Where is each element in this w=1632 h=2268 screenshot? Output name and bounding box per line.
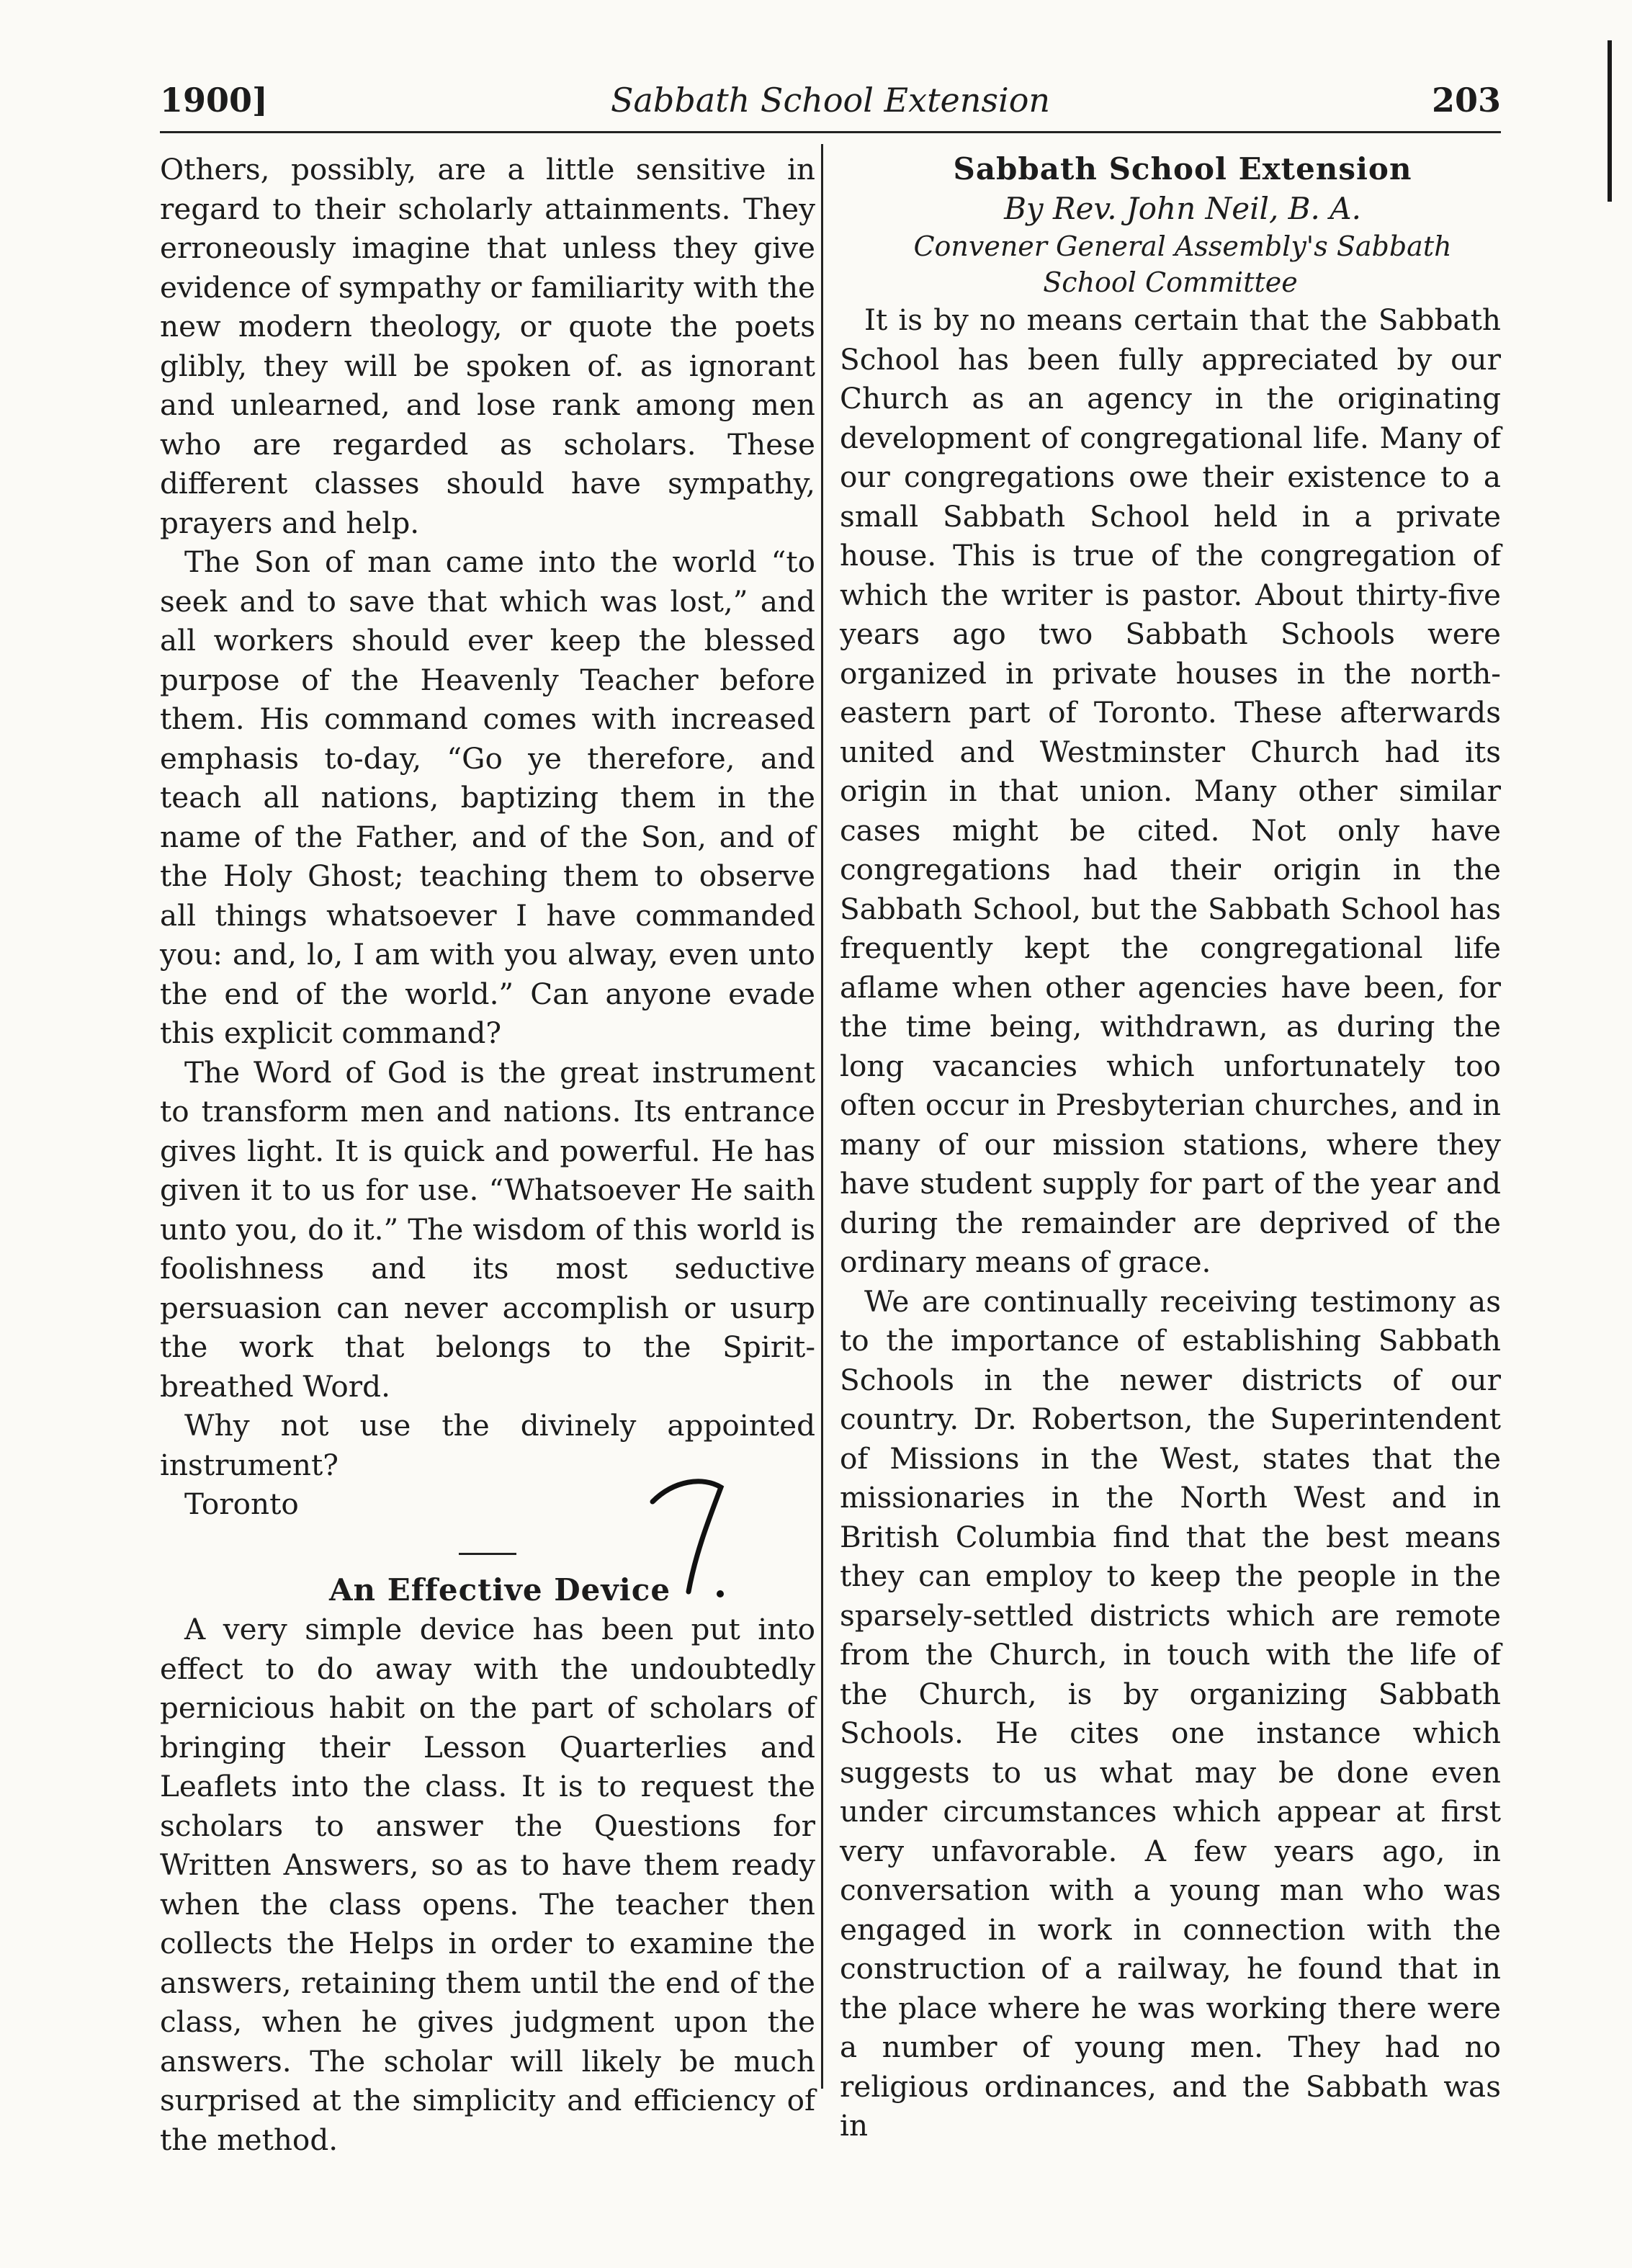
place-signature: Toronto <box>184 1487 299 1521</box>
running-title: Sabbath School Extension <box>610 81 1051 120</box>
edge-mark <box>1608 40 1612 202</box>
byline: By Rev. John Neil, B. A. <box>1004 190 1361 226</box>
section-title: An Effective Device <box>328 1572 671 1608</box>
column-divider <box>821 144 823 2089</box>
left-column <box>160 150 815 2159</box>
paragraph: We are continually receiving testimony as to the importance of establishing Sabbath Schools in the newer districts of our country. Dr. Robertson, the Superintendent of Missions in the West, states that the missionaries in the North West and in British Columbia find that the best means they can employ to keep the people in the sparsely-settled districts which are remote from the Church, in touch with the life of the Church, is by organizing Sabbath Schools. He cites one instance which suggests to us what may be done even under circumstances which appear at first very unfavorable. A few years ago, in conversation with a young man who was engaged in work in connection with the construction of a railway, he found that in the place where he was working there were a number of young men. They had no religious ordinances, and the Sabbath was in <box>840 1283 1501 2143</box>
paragraph: It is by no means certain that the Sabbath School has been fully appreciated by our Church as an agency in the originating development of congregational life. Many of our congregations owe their existence to a small Sabbath School held in a private house. This is true of the congregation of which the writer is pastor. About thirty-five years ago two Sabbath Schools were organized in private houses in the north-eastern part of Toronto. These afterwards united and Westminster Church had its origin in that union. Many other similar cases might be cited. Not only have congregations had their origin in the Sabbath School, but the Sabbath School has frequently kept the congregational life aflame when other agencies have been, for the time being, withdrawn, as during the long vacancies which unfortunately too often occur in Presbyterian churches, and in many of our mission stations, where they have student supply for part of the year and during the remainder are deprived of the ordinary means of grace. <box>840 302 1501 1279</box>
paragraph: Why not use the divinely appointed instrument? <box>160 1408 815 1482</box>
paragraph: The Son of man came into the world “to seek and to save that which was lost,” and all workers should ever keep the blessed purpose of the Heavenly Teacher before them. His command comes with increased emphasis to-day, “Go ye therefore, and teach all nations, baptizing them in the name of the Father, and of the Son, and of the Holy Ghost; teaching them to observe all things whatsoever I have commanded you: and, lo, I am with you alway, even unto the end of the world.” Can anyone evade this explicit command? <box>160 544 815 1050</box>
running-header <box>160 75 1501 128</box>
article-title: Sabbath School Extension <box>953 151 1412 187</box>
right-column <box>840 150 1501 2146</box>
handwritten-mark <box>645 1473 739 1603</box>
header-rule <box>160 131 1501 133</box>
paragraph: Others, possibly, are a little sensitive in regard to their scholarly attainments. They erroneously imagine that unless they give evidence of sympathy or familiarity with the new modern theology, or quote the poets glibly, they will be spoken of. as ignorant and unlearned, and lose rank among men who are regarded as scholars. These different classes should have sympathy, prayers and help. <box>160 152 815 540</box>
header-year: 1900] <box>160 81 268 120</box>
page-number: 203 <box>1431 81 1501 120</box>
paragraph: The Word of God is the great instrument to transform men and nations. Its entrance gives light. It is quick and powerful. He has given it to us for use. “Whatsoever He saith unto you, do it.” The wisdom of this world is foolishness and its most seductive persuasion can never accomplish or usurp the work that belongs to the Spirit-breathed Word. <box>160 1054 815 1404</box>
section-separator <box>459 1553 516 1555</box>
author-role: Convener General Assembly's Sabbath School Committee <box>913 230 1452 298</box>
paragraph: A very simple device has been put into effect to do away with the undoubtedly pernicious habit on the part of scholars of bringing their Lesson Quarterlies and Leaflets into the class. It is to request the scholars to answer the Questions for Written Answers, so as to have them ready when the class opens. The teacher then collects the Helps in order to examine the answers, retaining them until the end of the class, when he gives judgment upon the answers. The scholar will likely be much surprised at the simplicity and efficiency of the method. <box>160 1612 815 2157</box>
